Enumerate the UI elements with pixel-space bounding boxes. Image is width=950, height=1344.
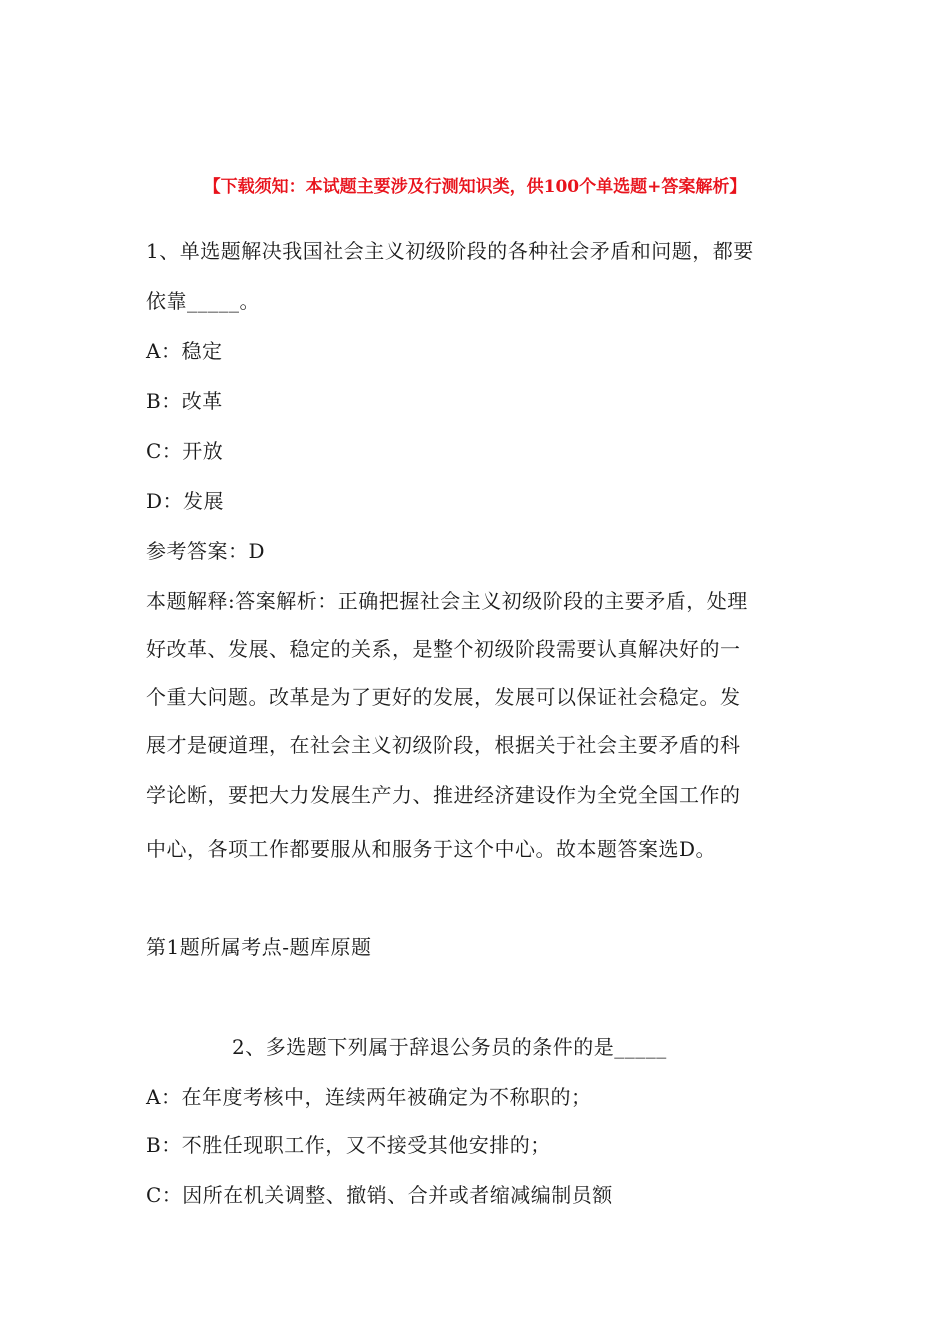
q2-option-b: B：不胜任现职工作，又不接受其他安排的； — [146, 1133, 551, 1157]
q1-stem-line-1: 1、单选题解决我国社会主义初级阶段的各种社会矛盾和问题，都要 — [146, 239, 754, 263]
q1-explanation-line-3: 个重大问题。改革是为了更好的发展，发展可以保证社会稳定。发 — [146, 685, 741, 709]
q1-option-b: B：改革 — [146, 389, 223, 413]
q2-stem: 2、多选题下列属于辞退公务员的条件的是_____ — [232, 1035, 667, 1059]
q1-explanation-line-4: 展才是硬道理，在社会主义初级阶段，根据关于社会主要矛盾的科 — [146, 733, 741, 757]
q1-answer: 参考答案：D — [146, 539, 266, 563]
q1-explanation-line-1: 本题解释:答案解析：正确把握社会主义初级阶段的主要矛盾，处理 — [146, 589, 748, 613]
q1-topic: 第1题所属考点-题库原题 — [146, 935, 372, 959]
q1-option-c: C：开放 — [146, 439, 224, 463]
q1-explanation-line-6: 中心，各项工作都要服从和服务于这个中心。故本题答案选D。 — [146, 837, 717, 861]
q1-option-a: A：稳定 — [146, 339, 223, 363]
q2-option-a: A：在年度考核中，连续两年被确定为不称职的； — [146, 1085, 592, 1109]
q1-stem-line-2: 依靠_____。 — [146, 289, 260, 313]
q1-explanation-line-2: 好改革、发展、稳定的关系，是整个初级阶段需要认真解决好的一 — [146, 637, 741, 661]
q2-option-c: C：因所在机关调整、撤销、合并或者缩减编制员额 — [146, 1183, 613, 1207]
download-notice: 【下载须知：本试题主要涉及行测知识类，供100个单选题+答案解析】 — [203, 177, 747, 197]
q1-option-d: D：发展 — [146, 489, 225, 513]
q1-explanation-line-5: 学论断，要把大力发展生产力、推进经济建设作为全党全国工作的 — [146, 783, 741, 807]
